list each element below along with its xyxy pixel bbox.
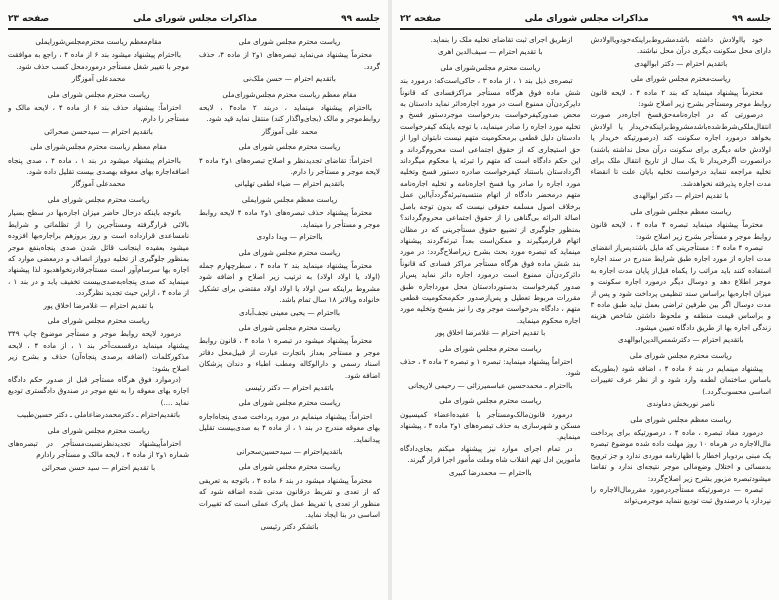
paragraph: درمورد مفاد تبصره ، ماده ۴ ، درصورتیکه برای پرداخت مال‌الاجاره در هرماه ۱۰ روز مهلت داده شده موضوع تبصره یک مبنی بردوبار اخطار با اظهارنامه موردی ندارد و جز ترویج بدمسائی و اختلال وضع‌مالی موجر نتیجه‌ای ندارد و تقاضا میشودتبصره مزبور بشرح زیر اصلاح‌گردد:	[590, 428, 771, 483]
address-line: ریاست محترم مجلس‌شورای ملی	[440, 62, 541, 72]
address-line: ریاست محترم مجلس شورای ملی	[238, 37, 341, 46]
session-label: جلسه ۹۹	[732, 14, 771, 24]
address-line: ریاست محترم مجلس شورای ملی	[47, 315, 150, 325]
signature: محمدعلی آموزگار	[71, 179, 126, 189]
address-line: ریاست محترم مجلس شورای ملی	[238, 462, 341, 472]
signature: باتشکر دکتر رئیسی	[260, 522, 319, 532]
running-title: مذاکرات مجلس شورای ملی	[524, 14, 649, 24]
paragraph: محترماً پیشنهاد حذف تبصره‌های ۱و۲ ماده ۴ لایحه روابط موجر و مستأجر را مینماید.	[199, 208, 380, 229]
address-line: مقام معظم ریاست محترم مجلس‌شورای ملی	[30, 142, 167, 152]
signature: با تقدیم احترام — غلامرضا اخلاق پور	[435, 328, 546, 338]
address-line: ریاست محترم مجلس شورای ملی	[238, 142, 341, 152]
page-number: صفحه ۲۳	[8, 14, 50, 24]
paragraph: احتراماً: پیشنهاد مینمایم در مورد پرداخت صدی پنجاه‌اجاره بهای معوقه مندرج در بند ۱ ، از ماده ۴ به صدی‌بیست تقلیل پیدانماید.	[199, 411, 380, 444]
address-line: مقام معظم ریاست محترم مجلس‌شورای‌ملی	[222, 89, 357, 99]
signature: باتقدیم احترام — ضیاء لطفی تهلیانی	[234, 179, 345, 189]
signature: با تقدیم احترام — دکتر ابوالهدی	[633, 191, 729, 201]
address-line: مقام‌معظم ریاست محترم‌مجلس‌شورایملی	[35, 37, 162, 46]
signature: باتقدیم‌احترام ـ دکترمحمدرضاعاملی ـ دکتر حسین‌طبیب	[16, 410, 181, 420]
paragraph: محترماً پیشنهاد مینماید بند ۲ ماده ۴ ، سطرچهارم جمله (اولاد یا اولاد اولاد) به ترتیب زیر اصلاح و اضافه شود مشروط براینکه سن اولاد یا اولاد اولاد مقتضی برای تشکیل خانواده وبالاتر ۱۸ سال تمام باشد.	[199, 260, 380, 305]
running-title: مذاکرات مجلس شورای ملی	[133, 14, 258, 24]
paragraph: تبصره ۴ ماده ۴ : مستأجرینی که مایل باشندپس‌از انقضای مدت اجاره از مورد اجاره طبق شرایط مندرج در سند اجاره استفاده کنند باید مراتب را یکماه قبل‌از پایان مدت اجاره به موجر اطلاع دهد و دوسال دیگر درمورد اجاره سکونت و میزان اجاره‌بها براساس سند تنظیمی پرداخت شود و پس از مدت دوسال اگر بین طرفین تراضی بعمل نیاید طبق ماده ۳ و براساس قیمت منطقه و ملحوظ داشتن شاخص هزینه زندگی اجاره بها از طریق دادگاه تعیین میشود.	[590, 242, 771, 332]
paragraph: ازطریق اجرای ثبت تقاضای تخلیه ملک را بنماید.	[430, 35, 573, 44]
paragraph: تبصره‌ی ذیل بند ۱ ، از ماده ۳ ، حاکی‌است‌که: درمورد بند شش ماده فوق هرگاه مستأجر مراکزفسادی که قانوناً دایرکردن‌آن ممنوع است در مورد اجاره‌دائر نماید دادستان به محض صدورکیفرخواست بدرخواست موجردستور فسخ و تخلیه مورد اجاره را صادر مینماید، با توجه باینکه کیفرخواست دادستان دلیل قطعی برمحکومیت متهم نیست نابتوان اورا از حق استیجاری که از حقوق اجتماعی است محروم‌گرداند و این حکم دادگاه است که متهم را تبرئه یا محکوم میگرداند اگردادستان باستناد کیفرخواست صادره دستور فسخ وتخلیه مورد اجاره را صادر ویا فسخ اجاره‌نامه و تخلیه اجاره‌نامه متهم درمحضر دادگاه از اتهام منتسبه‌تبرئه‌گرددآیااین عمل برخلاف اصول مسلمه حقوقی نیست که بدون توجه باصل اصالة البرائه بی‌گناهی را از حقوق اجتماعی محروم‌گرداند؟ بمنظور جلوگیری از تضییع حقوق مستأجرینی که در مظان اتهام قرارمیگیرند و ممکن‌است بعداً تبرئه‌گردند پیشنهاد مینماید که تبصره مورد بحث بشرح زیراصلاح‌گردد: در مورد بند شش ماده فوق هرگاه مستأجر مراکز فسادی که قانوناً دائرکردن‌آن ممنوع است درمورد اجاره دائر نماید پس‌از صدور کیفرخواست بدستوردادستان محل مورداجاره طبق مقررات مربوط تعطیل و پس‌ازصدور حکم‌محکومیت قطعی متهم ، دادگاه بدرخواست موجر وی را نیز بفسخ وتخلیه مورد اجاره محکوم مینماید.	[400, 76, 581, 325]
paragraph: پیشنهاد مینمایم در بند ۶ ماده ۴ ، اضافه شود (بطوریکه باساس ساختمان لطمه وارد شود و از نظر عرف تغییرات اساسی محسوب‌گردد.)	[590, 363, 771, 396]
page-header	[8, 12, 380, 26]
paragraph: بااحترام پیشنهاد میشود در بند ۱ ، ماده ۴ ، صدی پنجاه اضافه‌اجاره بهای معوقه بهصدی بیست تقلیل داده شود.	[8, 155, 189, 177]
paragraph: احتراماً: تقاضای تجدیدنظر و اصلاح تبصره‌های ۱و۲ ماده ۴ لایحه موجر و مستأجر را دارم.	[199, 155, 380, 177]
signature: باتقدیم احترام — حسن ملک‌نی	[243, 74, 336, 84]
address-line: ریاست محترم مجلس شورای ملی	[47, 89, 150, 99]
paragraph: درمورد قانون‌مالک‌ومستأجر با عقیده‌اعضاء کمیسیون مسکن و شهرسازی به حذف تبصره‌های ۱و۲ ماده ۴ ، پیشنهاد مینمایم.	[400, 409, 581, 442]
address-line: ریاست محترم مجلس شورای ملی	[238, 247, 341, 257]
text-columns	[400, 34, 771, 594]
address-line: ریاست محترم مجلس شورای ملی	[238, 322, 341, 332]
paragraph: باتوجه باینکه درحال حاضر میزان اجاره‌بها در سطح بسیار بالائی قرارگرفته ومستأجرین را از تظلماتی و شرایط نامساعدی قرارداده است و روز بروزهم براجاره‌بها افزوده میشود بعقیده اینجانب قائل شدن صدی پنجاه‌بنفع موجر بمنظور جلوگیری از تخلیه دوواز انصاف و درمعضی موارد که اجاره بها سرسام‌آور است مستأجرقادرنخواهدبود لذا پیشنهاد مینماید که صدی پنجاه‌به‌صدی‌بیست تخفیف یابد و در بند ۱ ، از ماده ۴ ، ازاین حیث تجدید نظرگردد.	[8, 208, 189, 298]
signature: باتقدیم احترام — دکتر رئیسی	[245, 382, 334, 392]
signature: باتقدیم احترام — دکترشمس‌الدین‌ابوالهدی	[617, 335, 744, 345]
column-right	[199, 34, 380, 594]
paragraph: احتراماً پیشنهاد مینماید: تبصره ۱ و تبصره ۲ ماده ۴ ، حذف شود.	[400, 356, 581, 378]
right-page	[392, 0, 779, 600]
column-left	[400, 34, 581, 594]
signature: ناصر نوربخش دماوندی	[646, 399, 715, 409]
address-line: ریاست محترم مجلس شورای ملی	[439, 396, 542, 406]
address-line: ریاست معظم مجلس شورای ملی	[630, 414, 732, 424]
signature: بااحترام — ویدا داودی	[256, 232, 323, 242]
paragraph: (درموارد فوق هرگاه مستأجر قبل از صدور حکم دادگاه اجاره بهای معوقه را به نفع موجر در صندوق دادگستری تودیع نماید ....)	[8, 374, 189, 407]
paragraph: محترماً پیشنهاد میشود در تبصره ۱ ماده ۴ ، قانون روابط موجر و مستأجر بعداز باتجارت عبارت از قبیل‌محل دفاتر اسناد رسمی و دارالوکاله ومطب اطباء و دندان پزشکان اضافه شود.	[199, 336, 380, 380]
paragraph: محترماً پیشنهاد می‌نماید تبصره‌های ۱و۲ از ماده ۴، حذف گردد.	[199, 50, 380, 71]
paragraph: خود یااولادش داشته باشدمشروط‌براینکه‌خودویااولادش دارای محل سکونت دیگری درآن محل نباشند.	[590, 35, 771, 56]
signature: باتقدیم‌احترام — سیدحسین‌سحرانی	[236, 447, 343, 456]
address-line: ریاست محترم مجلس شورای ملی	[439, 343, 542, 353]
signature: با تقدیم احترام — سید حسن صحرائی	[41, 462, 156, 472]
page-header	[400, 12, 771, 26]
paragraph: بااحترام پیشنهاد میشود بند ۶ از ماده ۴ ، راجع به موافقت موجر با تغییر شغل مستأجر درموردمحل کسب حذف شود.	[8, 50, 189, 71]
signature: بااحترام — محمدرضا کبیری	[448, 467, 532, 477]
address-line: ریاست محترم مجلس شورای ملی	[238, 398, 341, 408]
paragraph: در تمام اجرای موارد نیز پیشنهاد میکنم بجای‌دادگاه مأمورین ادل تهم انقلاب شاه وملت مأمور اجرا قرار گیرند.	[400, 443, 581, 465]
signature: باتقدیم احترام — دکتر ابوالهدی	[634, 58, 728, 68]
paragraph: محترماً پیشنهاد مینماید تبصره ۴ ماده ۴ ، لایحه قانون روابط موجر و مستأجر بشرح زیر اصلاح شود:	[590, 220, 771, 241]
address-line: ریاست معظم مجلس شورایملی	[241, 194, 338, 204]
address-line: ریاست محترم مجلس شورای ملی	[629, 350, 732, 360]
signature: بااحترام ـ محمدحسین عباسمیرزائی — رحیمی لاریجانی	[408, 380, 573, 390]
header-rule	[8, 28, 380, 30]
paragraph: محترماً پیشنهاد مینماید که بند ۲ ماده ۴ ، لایحه قانون روابط موجر ومستأجر بشرح زیر اصلاح شود:	[590, 87, 771, 109]
paragraph: بااحترام پیشنهاد مینماید ، دربند ۲ ماده۴ ، لایحه روابط‌موجر و مالک (بجای‌واگذار کند) منتقل نماید قید شود.	[199, 103, 380, 124]
page-number: صفحه ۲۲	[400, 14, 442, 24]
signature: باتقدیم احترام — سیدحسن صحرائی	[44, 126, 153, 136]
signature: با تقدیم احترام — غلامرضا اخلاق پور	[43, 300, 154, 310]
address-line: ریاست محترم مجلس شورای ملی	[47, 425, 150, 435]
session-label: جلسه ۹۹	[341, 14, 380, 24]
address-line: ریاست محترم مجلس شورای ملی	[47, 194, 150, 204]
signature: محمد علی آموزگار	[261, 126, 318, 136]
signature: بااحترام — یحیی معینی نجف‌آبادی	[238, 307, 341, 317]
paragraph: درمورد لایحه روابط موجر و مستأجر موضوع چاپ ۳۴۹ پیشنهاد مینماید درقسمت‌آخر بند ۱ ، از ماده ۴ ، لایحه مذکورکلمات (اضافه برصدی پنجاه‌آن) حذف و بشرح زیر اصلاح بشود:	[8, 329, 189, 373]
paragraph: احتراماًپیشنهاد تجدیدنظرنسبت‌مستأجر در تبصره‌های شماره ۱و۲ از ماده ۴ ، لایحه مالک و مستأجر رادارم	[8, 439, 189, 460]
paragraph: درصورتی که در اجاره‌نامه‌حق‌فسخ اجاره‌در صورت انتقال‌ملکی‌شرط‌شده‌باشدمشروط‌براینکه‌خریدار یا اولادش بخواهد درمورد اجاره سکونت کند (درصورتیکه خریدار یا اولادش خانه دیگری برای سکونت درآن محل نداشته باشند) درانصورت اگرخریدار تا یک سال از تاریخ انتقال ملک برای تخلیه مراجعه ننماید درخواست تخلیه بایان علت تا انقضاء مدت اجاره پذیرفته نخواهدشد.	[590, 110, 771, 188]
paragraph: محترماً پیشنهاد میشود در بند ۶ ماده ۴ ، باتوجه به تعریفی که از تعدی و تفریط درقانون مدنی شده اضافه شود که منظور از تعدی یا تفریط عمل یاترک عملی است که تغییرات اساسی در بنا ایجاد نماید.	[199, 475, 380, 520]
address-line: ریاست معظم مجلس شورای ملی	[630, 206, 732, 216]
text-columns	[8, 34, 380, 594]
column-left	[8, 34, 189, 594]
column-right	[591, 34, 772, 594]
signature: محمدعلی آموزگار	[71, 74, 126, 84]
signature: با تقدیم احترام — سیف‌الدین اهری	[438, 47, 543, 57]
paragraph: تبصره — درصورتیکه مستأجردرمورد مقررمال‌الاجاره را نپردازد یا درصندوق ثبت تودیع ننماید موجرمی‌تواند	[590, 485, 771, 506]
paragraph: احتراماً: پیشنهاد حذف بند ۶ از ماده ۴ ، لایحه مالک و مستأجر را دارم.	[8, 103, 189, 124]
header-rule	[400, 28, 771, 30]
address-line: ریاست‌محترم مجلس شورای ملی	[630, 74, 731, 84]
left-page	[0, 0, 388, 600]
